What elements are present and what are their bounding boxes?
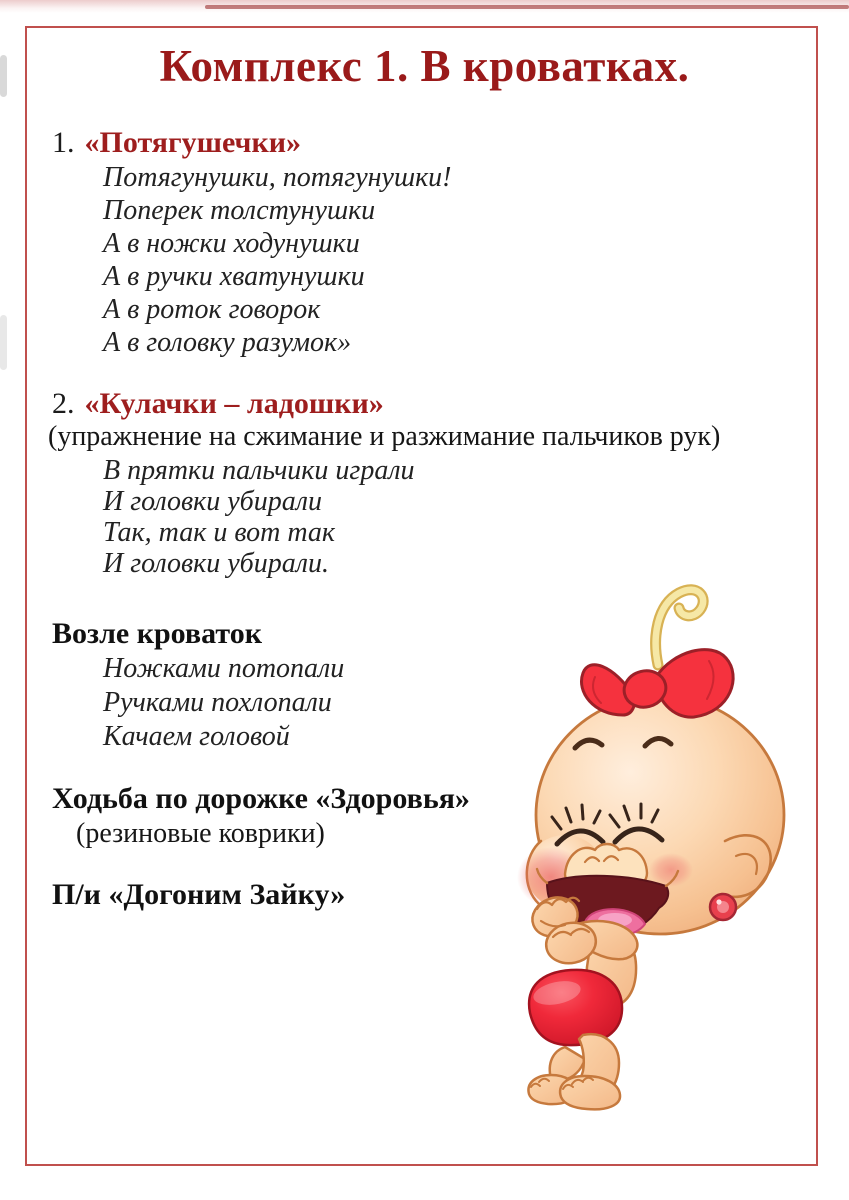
verse-line: И головки убирали bbox=[103, 486, 322, 517]
section-3-verse bbox=[103, 652, 344, 754]
verse-line: А в ручки хватунушки bbox=[103, 261, 365, 292]
section-4-note: (резиновые коврики) bbox=[76, 818, 325, 849]
verse-line: В прятки пальчики играли bbox=[103, 455, 415, 486]
scan-artifact-left bbox=[0, 315, 7, 370]
verse-line: А в ножки ходунушки bbox=[103, 228, 360, 259]
section-2-verse bbox=[103, 455, 415, 579]
baby-illustration bbox=[495, 565, 840, 1140]
section-1-heading bbox=[52, 126, 301, 160]
verse-line: А в головку разумок» bbox=[103, 327, 352, 358]
section-2-heading bbox=[52, 387, 384, 421]
section-5-heading: П/и «Догоним Зайку» bbox=[52, 878, 346, 911]
section-1-title: «Потягушечки» bbox=[84, 126, 302, 159]
verse-line: А в роток говорок bbox=[103, 294, 321, 325]
scan-artifact-top-line bbox=[205, 5, 849, 9]
baby-diaper bbox=[529, 970, 622, 1045]
section-2-note: (упражнение на сжимание и разжимание пальчиков рук) bbox=[48, 421, 721, 452]
verse-line: И головки убирали. bbox=[103, 548, 329, 579]
section-4-heading: Ходьба по дорожке «Здоровья» bbox=[52, 782, 470, 815]
verse-line: Ручками похлопали bbox=[103, 687, 332, 718]
section-1-verse bbox=[103, 161, 452, 359]
section-1-number: 1. bbox=[52, 126, 75, 159]
baby-earring bbox=[710, 894, 736, 920]
section-3-heading: Возле кроваток bbox=[52, 617, 262, 650]
verse-line: Ножками потопали bbox=[103, 653, 345, 684]
section-2-number: 2. bbox=[52, 387, 75, 420]
section-2-title: «Кулачки – ладошки» bbox=[84, 387, 384, 420]
page-title: Комплекс 1. В кроватках. bbox=[159, 41, 690, 91]
verse-line: Качаем головой bbox=[103, 721, 290, 752]
verse-line: Поперек толстунушки bbox=[103, 195, 376, 226]
verse-line: Так, так и вот так bbox=[103, 517, 335, 548]
verse-line: Потягунушки, потягунушки! bbox=[103, 162, 452, 193]
